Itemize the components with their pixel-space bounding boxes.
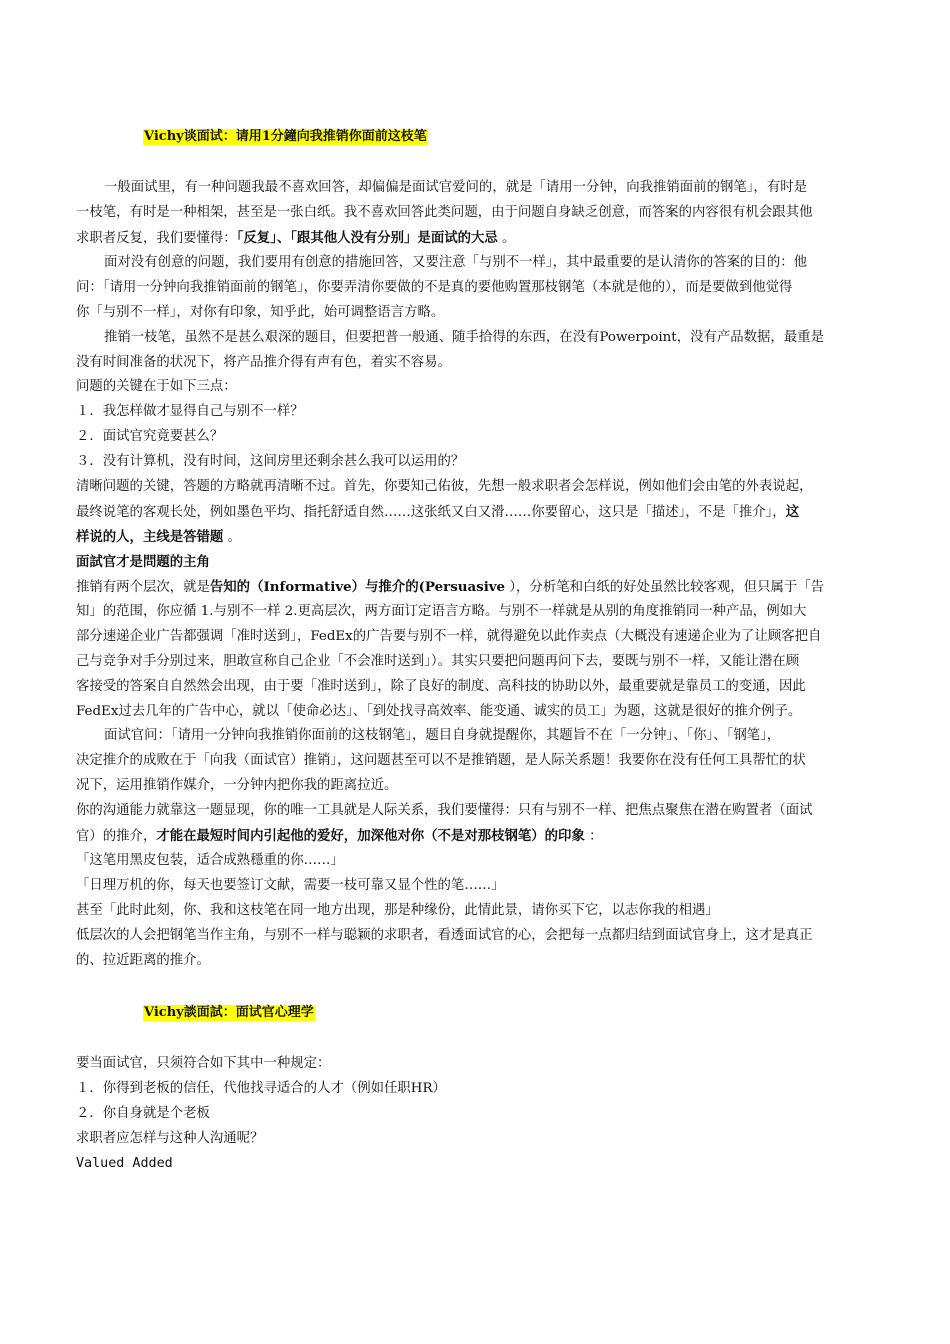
article-title-2: Vichy談面試：面试官心理学 xyxy=(144,1005,314,1020)
paragraph-6-line-3: 况下，运用推销作媒介，一分钟内把你我的距离拉近。 xyxy=(76,778,398,793)
section-heading: 面試官才是問題的主角 xyxy=(76,554,210,570)
keypoint-item: １．我怎样做才显得自己与别不一样？ xyxy=(76,404,304,419)
paragraph-5-line-4: 己与竞争对手分别过来，胆敢宣称自己企业「不会准时送到」）。其实只要把问题再问下去，要既与别不一样，又能让潜在顾 xyxy=(76,654,800,669)
quote-line: 「这笔用黑皮包装，适合成熟穩重的你……」 xyxy=(76,853,344,868)
text-run: 。 xyxy=(223,530,241,545)
paragraph-2-line-3: 你「与别不一样」，对你有印象，知乎此，始可调整语言方略。 xyxy=(76,305,445,320)
paragraph-1-line-2: 一枝笔，有时是一种相架，甚至是一张白纸。我不喜欢回答此类问题，由于问题自身缺乏创意，而答案的内容很有机会跟其他 xyxy=(76,205,813,220)
quote-line: 「日理万机的你，每天也要签订文献，需要一枝可靠又显个性的笔……」 xyxy=(76,878,505,893)
emphasis-text: 告知的（Informative）与推介的(Persuasive xyxy=(209,579,506,595)
text-run: 。 xyxy=(497,231,516,246)
paragraph-5-line-3: 部分速递企业广告都强调「准时送到」，FedEx的广告要与别不一样，就得避免以此作卖点（大概没有速递企业为了让顾客把自 xyxy=(76,629,822,644)
paragraph-1-line-1: 一般面试里，有一种问题我最不喜欢回答，却偏偏是面试官爱问的，就是「请用一分钟，向我推销面前的钢笔」，有时是 xyxy=(104,180,807,195)
quote-line: 甚至「此时此刻，你、我和这枝笔在同一地方出现，那是种缘份，此情此景，请你买下它，以志你我的相遇」 xyxy=(76,903,719,918)
paragraph-7-line-1: 你的沟通能力就靠这一题显现，你的唯一工具就是人际关系，我们要懂得：只有与别不一样、把焦点聚焦在潜在购置者（面试 xyxy=(76,803,813,818)
text-run: ： xyxy=(584,829,603,844)
paragraph-4-line-2 xyxy=(76,503,876,522)
paragraph-5-line-6: FedEx过去几年的广告中心，就以「使命必达」、「到处找寻高效率、能变通、诚实的员工」为题，这就是很好的推介例子。 xyxy=(76,704,802,719)
section2-intro: 要当面试官，只须符合如下其中一种规定： xyxy=(76,1056,331,1071)
section2-last-line: Valued Added xyxy=(76,1156,173,1171)
keypoint-item: ２．面试官究竟要甚么？ xyxy=(76,429,224,444)
emphasis-text: 这 xyxy=(785,504,800,520)
text-run: 求职者反复，我们要懂得： xyxy=(76,231,237,246)
emphasis-text: 样说的人，主线是答错题 xyxy=(76,529,224,545)
paragraph-8-line-2: 的、拉近距离的推介。 xyxy=(76,953,210,968)
section2-item: ２．你自身就是个老板 xyxy=(76,1106,210,1121)
paragraph-2-line-2: 问：「请用一分钟向我推销面前的钢笔」，你要弄清你要做的不是真的要他购置那枝钢笔（本就是他的），而是要做到他觉得 xyxy=(76,280,793,295)
emphasis-text: 才能在最短时间内引起他的爱好，加深他对你（不是对那枝钢笔）的印象 xyxy=(156,828,585,844)
keypoints-intro: 问题的关键在于如下三点： xyxy=(76,379,237,394)
paragraph-6-line-2: 决定推介的成败在于「向我（面试官）推销」，这问题甚至可以不是推销题，是人际关系题！我要你在没有任何工具帮忙的状 xyxy=(76,753,806,768)
paragraph-3-line-2: 没有时间准备的状况下，将产品推介得有声有色，着实不容易。 xyxy=(76,355,451,370)
paragraph-5-line-2: 知」的范围，你应循 1.与别不一样 2.更高层次，两方面订定语言方略。与别不一样就是从别的角度推销同一种产品，例如大 xyxy=(76,604,807,619)
paragraph-8-line-1: 低层次的人会把钢笔当作主角，与别不一样与聪颖的求职者，看透面试官的心，会把每一点都归结到面试官身上，这才是真正 xyxy=(76,928,813,943)
text-run: 推销有两个层次，就是 xyxy=(76,580,210,595)
text-run: 官）的推介， xyxy=(76,829,157,844)
article-title-1: Vichy谈面试：请用1分鐘向我推销你面前这枝笔 xyxy=(144,129,427,144)
emphasis-text: 「反复」、「跟其他人没有分别」是面试的大忌 xyxy=(236,230,498,246)
section2-item: １．你得到老板的信任，代他找寻适合的人才（例如任职HR） xyxy=(76,1081,446,1096)
text-run: ），分析笔和白纸的好处虽然比较客观，但只属于「告 xyxy=(505,580,825,595)
paragraph-6-line-1: 面试官问：「请用一分钟向我推销你面前的这枝钢笔」，题目自身就提醒你，其题旨不在「一分钟」、「你」、「钢笔」， xyxy=(104,728,781,743)
paragraph-4-line-3 xyxy=(76,528,876,547)
paragraph-3-line-1: 推销一枝笔，虽然不是甚么艰深的题目，但要把普一般通、随手拾得的东西，在没有Powerpoint，没有产品数据，最重是 xyxy=(104,330,824,345)
paragraph-5-line-5: 客接受的答案自自然然会出现，由于要「准时送到」，除了良好的制度、高科技的协助以外，最重要就是靠员工的变通，因此 xyxy=(76,679,806,694)
text-run: 最终说笔的客观长处，例如墨色平均、指托舒适自然……这张纸又白又滑……你要留心，这只是「描述」，不是「推介」， xyxy=(76,505,786,520)
section2-question: 求职者应怎样与这种人沟通呢？ xyxy=(76,1131,264,1146)
paragraph-2-line-1: 面对没有创意的问题，我们要用有创意的措施回答，又要注意「与别不一样」，其中最重要的是认清你的答案的目的：他 xyxy=(104,255,807,270)
paragraph-4-line-1: 清晰问题的关键，答题的方略就再清晰不过。首先，你要知己佑彼，先想一般求职者会怎样说，例如他们会由笔的外表说起， xyxy=(76,479,813,494)
paragraph-7-line-2 xyxy=(76,827,876,846)
keypoint-item: ３．没有计算机，没有时间，这间房里还剩余甚么我可以运用的？ xyxy=(76,454,465,469)
paragraph-5-line-1 xyxy=(76,578,876,597)
paragraph-1-line-3 xyxy=(76,229,876,248)
